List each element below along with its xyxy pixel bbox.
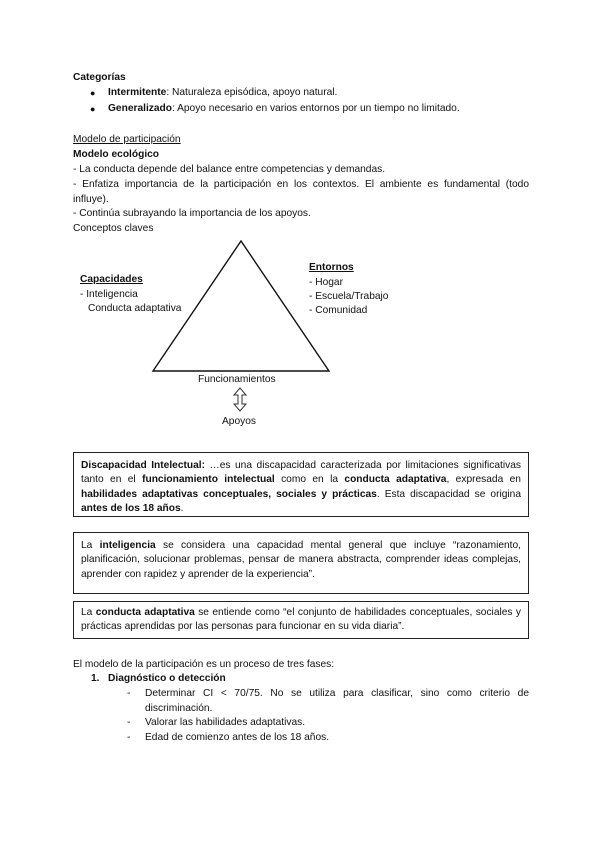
paragraph-line: - La conducta depende del balance entre competencias y demandas. (73, 164, 386, 175)
list-item: Edad de comienzo antes de los 18 años. (145, 732, 330, 743)
box-bold-text: funcionamiento intelectual (142, 474, 275, 486)
term-inteligencia: inteligencia (99, 540, 156, 551)
capacidades-item: Conducta adaptativa (88, 303, 182, 314)
section-title-categorias: Categorías (73, 72, 126, 83)
paragraph-line: - Enfatiza importancia de la participación en los contextos. El ambiente es fundamental (todo influye). (73, 179, 529, 205)
term-intermitente: Intermitente (108, 87, 167, 98)
box-bold-text: habilidades adaptativas conceptuales, sociales y prácticas (81, 488, 377, 500)
term-conducta-adaptativa: conducta adaptativa (95, 607, 195, 618)
entornos-item: - Escuela/Trabajo (309, 291, 389, 302)
entornos-title: Entornos (309, 262, 354, 273)
conceptos-claves-label: Conceptos claves (73, 223, 154, 234)
dash-icon: - (127, 717, 131, 728)
box-text: se entiende como “el conjunto de habilidades conceptuales, sociales y prácticas aprendidas por las personas para funcionar en su vida diaria”. (81, 607, 521, 633)
bullet-icon: ● (90, 104, 96, 114)
fase-title-diagnostico: Diagnóstico o detección (108, 673, 226, 684)
term-description: : Naturaleza episódica, apoyo natural. (166, 87, 338, 98)
box-text: como en la (274, 474, 345, 486)
section-heading-modelo: Modelo de participación (73, 134, 181, 145)
capacidades-item: - Inteligencia (80, 289, 138, 300)
list-number: 1. (91, 673, 100, 684)
paragraph-line: - Continúa subrayando la importancia de los apoyos. (73, 208, 311, 219)
entornos-item: - Comunidad (309, 305, 368, 316)
term-description: : Apoyo necesario en varios entornos por un tiempo no limitado. (171, 103, 460, 114)
funcionamientos-label: Funcionamientos (198, 374, 276, 385)
entornos-item: - Hogar (309, 277, 343, 288)
fases-intro: El modelo de la participación es un proceso de tres fases: (73, 659, 335, 670)
box-text: …es una discapacidad caracterizada por limitaciones significativas tanto en el (81, 460, 521, 486)
list-item: Determinar CI < 70/75. No se utiliza para clasificar, sino como criterio de discriminación. (145, 688, 529, 714)
definition-box-discapacidad (73, 452, 529, 517)
box-text: , expresada en (446, 474, 521, 486)
dash-icon: - (127, 688, 131, 699)
bullet-icon: ● (90, 88, 96, 98)
term-discapacidad-intelectual: Discapacidad Intelectual: (81, 460, 205, 471)
definition-box-inteligencia (73, 532, 529, 594)
box-text: La (81, 607, 96, 618)
box-text: se considera una capacidad mental general que incluye “razonamiento, planificación, solucionar problemas, pensar de manera abstracta, comprender ideas complejas, aprender con rapidez y aprender de la experiencia”. (81, 540, 521, 580)
box-text: . Esta discapacidad se origina (376, 488, 521, 500)
box-bold-text: conducta adaptativa (344, 474, 447, 486)
definition-box-conducta-adaptativa (73, 601, 529, 639)
term-generalizado: Generalizado (108, 103, 172, 114)
box-bold-text: antes de los 18 años (81, 503, 181, 515)
box-text: . (180, 503, 184, 515)
box-text: La (81, 540, 100, 551)
capacidades-title: Capacidades (80, 274, 143, 285)
subheading-modelo-ecologico: Modelo ecológico (73, 149, 160, 160)
dash-icon: - (127, 732, 131, 743)
list-item: Valorar las habilidades adaptativas. (145, 717, 306, 728)
apoyos-label: Apoyos (222, 416, 256, 427)
double-arrow-icon (234, 388, 246, 411)
